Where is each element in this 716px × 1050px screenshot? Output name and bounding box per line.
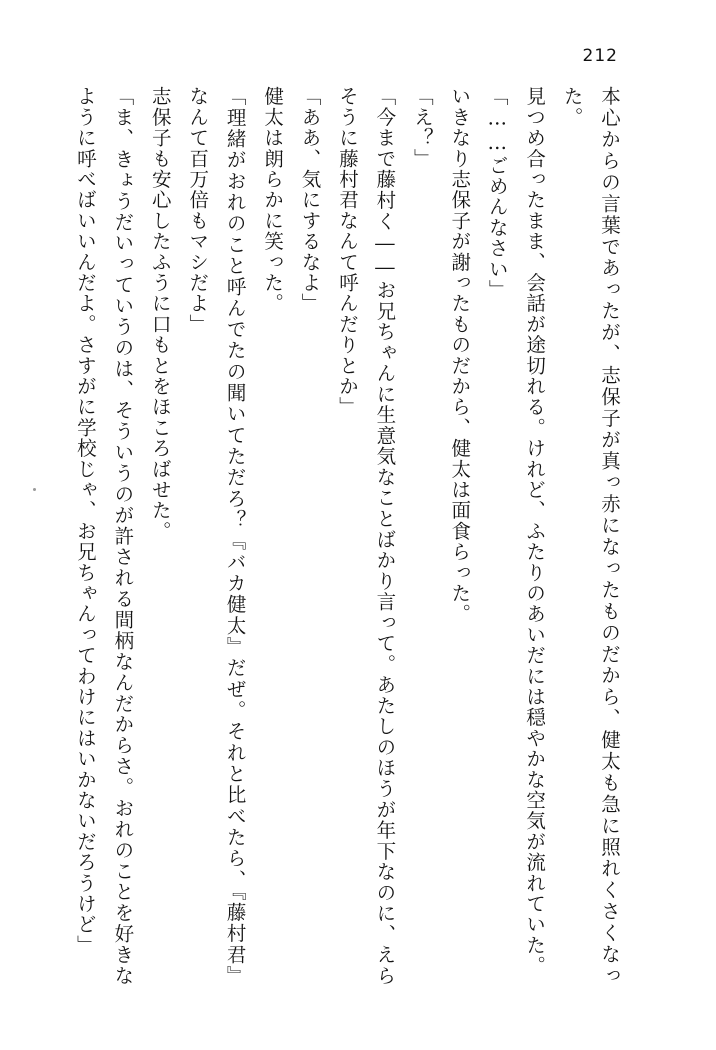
body-text xyxy=(74,86,628,986)
paragraph: 「ああ、気にするなよ」 xyxy=(298,86,322,314)
paragraph: 「……ごめんなさい」 xyxy=(485,86,509,300)
paragraph: 健太は朗らかに笑った。 xyxy=(261,86,285,314)
paragraph: 「今まで藤村く――お兄ちゃんに生意気なことばかり言って。あたしのほうが年下なのに、えらそうに藤村君なんて呼んだりとか」 xyxy=(335,86,397,986)
paragraph: 「理緒がおれのこと呼んでたの聞いてただろ？『バカ健太』だぜ。それと比べたら、『藤村君』なんて百万倍もマシだよ」 xyxy=(186,86,247,986)
page-number: 212 xyxy=(582,46,618,66)
paragraph: 志保子も安心したふうに口もとをほころばせた。 xyxy=(148,86,172,542)
paragraph: 本心からの言葉であったが、志保子が真っ赤になったものだから、健太も急に照れくさくなった。 xyxy=(560,86,621,986)
paragraph: 「ま、きょうだいっていうのは、そういうのが許される間柄なんだからさ。おれのことを好きなように呼べばいいんだよ。さすがに学校じゃ、お兄ちゃんってわけにはいかないだろうけど」 xyxy=(73,86,135,986)
paragraph: いきなり志保子が謝ったものだから、健太は面食らった。 xyxy=(448,86,472,625)
paragraph: 「え？」 xyxy=(410,86,434,169)
paragraph: 見つめ合ったまま、会話が途切れる。けれど、ふたりのあいだには穏やかな空気が流れていた。 xyxy=(523,86,547,977)
margin-speck xyxy=(33,488,36,491)
